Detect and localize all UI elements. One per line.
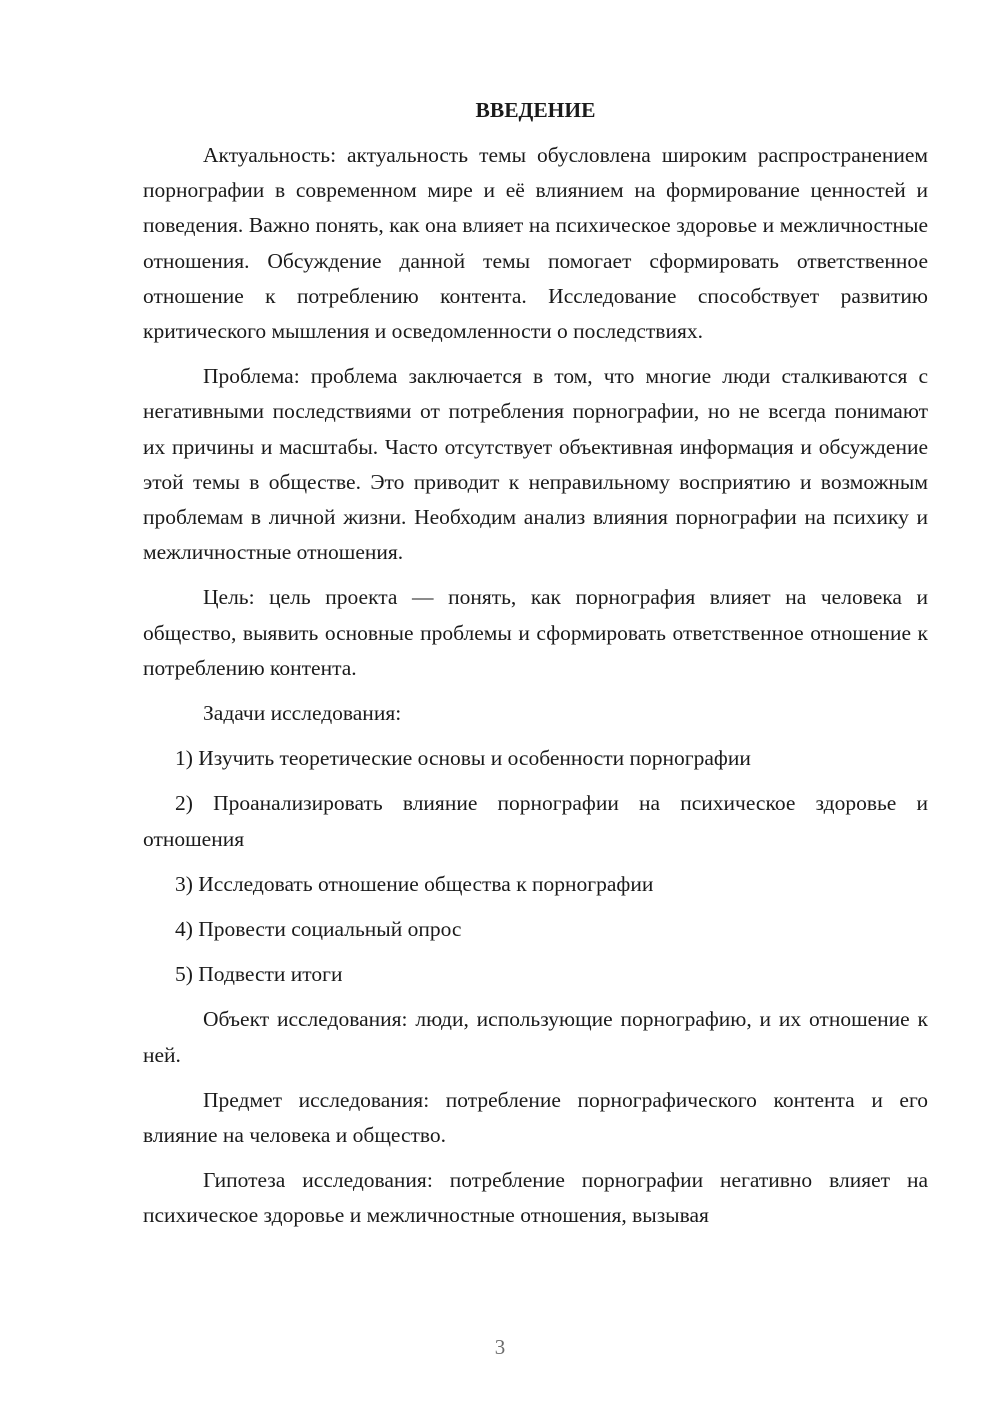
task-item: 2) Проанализировать влияние порнографии на психическое здоровье и отношения <box>143 791 928 851</box>
problem-paragraph: Проблема: проблема заключается в том, что многие люди сталкиваются с негативными последствиями от потребления порнографии, но не всегда понимают их причины и масштабы. Часто отсутствует объективная информация и обсуждение этой темы в обществе. Это приводит к неправильному восприятию и возможным проблемам в личной жизни. Необходим анализ влияния порнографии на психику и межличностные отношения. <box>143 364 928 565</box>
tasks-heading: Задачи исследования: <box>203 701 402 726</box>
task-item: 3) Исследовать отношение общества к порнографии <box>175 871 654 896</box>
hypothesis-paragraph: Гипотеза исследования: потребление порнографии негативно влияет на психическое здоровье и межличностные отношения, вызывая <box>143 1168 928 1228</box>
section-title: ВВЕДЕНИЕ <box>475 98 596 122</box>
goal-paragraph: Цель: цель проекта — понять, как порнография влияет на человека и общество, выявить основные проблемы и сформировать ответственное отношение к потреблению контента. <box>143 585 928 680</box>
object-paragraph: Объект исследования: люди, использующие порнографию, и их отношение к ней. <box>143 1007 928 1067</box>
document-body <box>143 94 928 1234</box>
subject-paragraph: Предмет исследования: потребление порнографического контента и его влияние на человека и общество. <box>143 1087 928 1148</box>
relevance-paragraph: Актуальность: актуальность темы обусловлена широким распространением порнографии в современном мире и её влиянием на формирование ценностей и поведения. Важно понять, как она влияет на психическое здоровье и межличностные отношения. Обсуждение данной темы помогает сформировать ответственное отношение к потреблению контента. Исследование способствует развитию критического мышления и осведомленности о последствиях. <box>143 143 928 344</box>
page-number: 3 <box>494 1335 506 1359</box>
task-item: 5) Подвести итоги <box>175 962 343 987</box>
task-item: 4) Провести социальный опрос <box>175 917 462 942</box>
task-item: 1) Изучить теоретические основы и особенности порнографии <box>175 746 751 771</box>
